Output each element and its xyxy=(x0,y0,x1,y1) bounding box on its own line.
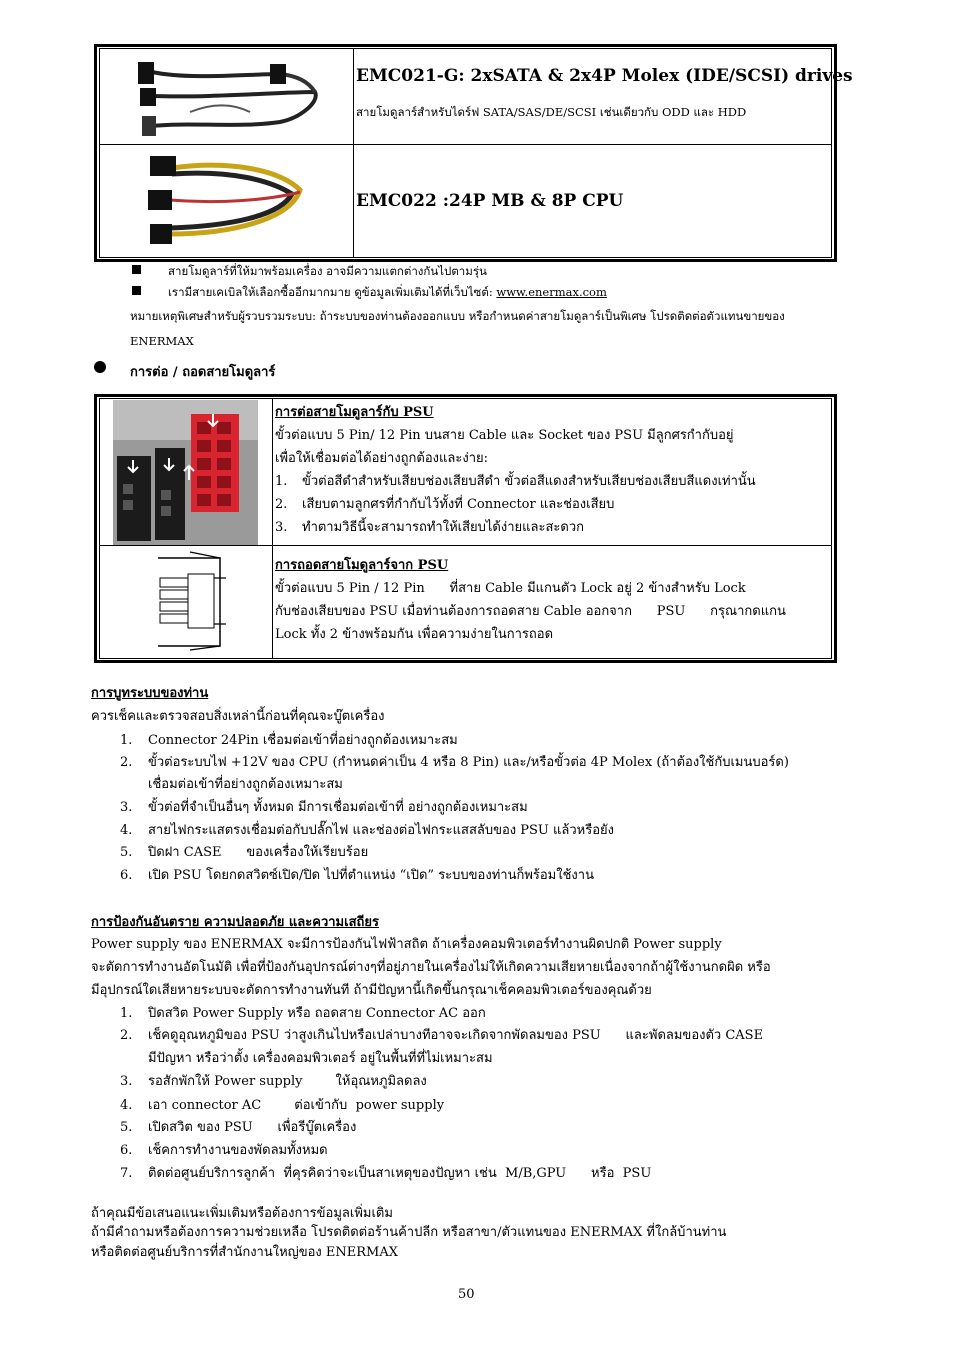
protect-item-5: เปิดสวิต ของ PSU เพื่อรีบู๊ตเครื่อง xyxy=(148,1120,357,1135)
boot-item-5: ปิดฝา CASE ของเครื่องให้เรียบร้อย xyxy=(148,845,369,860)
cable-title-emc022: EMC022 :24P MB & 8P CPU xyxy=(356,191,624,211)
detach-line2: กับช่องเสียบของ PSU เมื่อท่านต้องการถอดสาย Cable ออกจาก PSU กรุณากดแกน xyxy=(275,604,786,619)
closing-line-1: ถ้าคุณมีข้อเสนอแนะเพิ่มเติมหรือต้องการข้อมูลเพิ่มเติม xyxy=(91,1206,393,1221)
protect-item-4: เอา connector AC ต่อเข้ากับ power supply xyxy=(148,1098,445,1113)
cable-desc-emc021: สายโมดูลาร์สำหรับไดร์ฟ SATA/SAS/DE/SCSI เช่นเดียวกับ ODD และ HDD xyxy=(356,105,747,119)
boot-item-2-cont: เชื่อมต่อเข้าที่อย่างถูกต้องเหมาะสม xyxy=(148,777,343,792)
boot-item-3: ขั้วต่อที่จำเป็นอื่นๆ ทั้งหมด มีการเชื่อมต่อเข้าที่ อย่างถูกต้องเหมาะสม xyxy=(148,800,528,815)
protect-item-1: ปิดสวิต Power Supply หรือ ถอดสาย Connector AC ออก xyxy=(148,1006,486,1021)
cable-title-emc021: EMC021-G: 2xSATA & 2x4P Molex (IDE/SCSI) drives xyxy=(356,66,853,86)
attach-title: การต่อสายโมดูลาร์กับ PSU xyxy=(275,405,434,420)
sata-molex-cable-image xyxy=(130,52,330,140)
round-bullet-icon xyxy=(94,361,106,373)
psu-connector-photo xyxy=(113,400,258,545)
protect-para-3: มีอุปกรณ์ใดเสียหายระบบจะตัดการทำงานทันที ถ้ามีปัญหานี้เกิดขึ้นกรุณาเช็คคอมพิวเตอร์ของคุณด้วย xyxy=(91,983,652,998)
attach-item-1: ขั้วต่อสีดำสำหรับเสียบช่องเสียบสีดำ ขั้วต่อสีแดงสำหรับเสียบช่องเสียบสีแดงเท่านั้น xyxy=(302,474,756,489)
protect-item-7: ติดต่อศูนย์บริการลูกค้า ที่คุรคิดว่าจะเป็นสาเหตุของปัญหา เช่น M/B,GPU หรือ PSU xyxy=(148,1166,652,1181)
square-bullet-icon xyxy=(132,265,141,274)
protect-item-6: เช็คการทำงานของพัดลมทั้งหมด xyxy=(148,1143,328,1158)
protect-para-1: Power supply ของ ENERMAX จะมีการป้องกันไฟฟ้าสถิต ถ้าเครื่องคอมพิวเตอร์ทำงานผิดปกติ Power supply xyxy=(91,937,722,952)
note-remark-line2: ENERMAX xyxy=(130,334,194,348)
protect-heading: การป้องกันอันตราย ความปลอดภัย และความเสถียร xyxy=(91,915,379,930)
note-bullet-1: สายโมดูลาร์ที่ให้มาพร้อมเครื่อง อาจมีความแตกต่างกันไปตามรุ่น xyxy=(168,264,487,278)
detach-line3: Lock ทั้ง 2 ข้างพร้อมกัน เพื่อความง่ายในการถอด xyxy=(275,627,554,642)
boot-item-2: ขั้วต่อระบบไฟ +12V ของ CPU (กำหนดค่าเป็น 4 หรือ 8 Pin) และ/หรือขั้วต่อ 4P Molex (ถ้าต้องใช้กับเมนบอร์ด) xyxy=(148,755,789,770)
page-number: 50 xyxy=(458,1287,475,1302)
connect-heading: การต่อ / ถอดสายโมดูลาร์ xyxy=(130,365,276,380)
connector-lock-drawing xyxy=(150,550,230,655)
attach-item-3: ทำตามวิธีนี้จะสามารถทำให้เสียบได้ง่ายและสะดวก xyxy=(302,520,584,535)
boot-heading: การบูทระบบของท่าน xyxy=(91,686,209,701)
protect-item-2-cont: มีปัญหา หรือว่าตั้ง เครื่องคอมพิวเตอร์ อยู่ในพื้นที่ที่ไม่เหมาะสม xyxy=(148,1051,493,1066)
enermax-website-link[interactable]: www.enermax.com xyxy=(496,285,607,299)
note-bullet-2: เรามีสายเคเบิลให้เลือกซื้ออีกมากมาย ดูข้อมูลเพิ่มเติมได้ที่เว็บไซต์: www.enermax.com xyxy=(168,285,607,299)
square-bullet-icon xyxy=(132,286,141,295)
protect-item-2: เช็คดูอุณหภูมิของ PSU ว่าสูงเกินไปหรือเปล่าบางทีอาจจะเกิดจากพัดลมของ PSU และพัดลมของตัว CASE xyxy=(148,1028,764,1043)
protect-item-3: รอสักพักให้ Power supply ให้อุณหภูมิลดลง xyxy=(148,1074,427,1089)
boot-item-4: สายไฟกระแสตรงเชื่อมต่อกับปลั๊กไฟ และช่องต่อไฟกระแสสลับของ PSU แล้วหรือยัง xyxy=(148,823,614,838)
attach-line1: ขั้วต่อแบบ 5 Pin/ 12 Pin บนสาย Cable และ Socket ของ PSU มีลูกศรกำกับอยู่ xyxy=(275,428,734,443)
protect-para-2: จะตัดการทำงานอัตโนมัติ เพื่อที่ป้องกันอุปกรณ์ต่างๆที่อยู่ภายในเครื่องไม่ให้เกิดความเสียหายเนื่องจากถ้าผู้ใช้งานกดผิด หรือ xyxy=(91,960,771,975)
detach-title: การถอดสายโมดูลาร์จาก PSU xyxy=(275,558,449,573)
attach-line2: เพื่อให้เชื่อมต่อได้อย่างถูกต้องและง่าย: xyxy=(275,451,488,466)
boot-item-1: Connector 24Pin เชื่อมต่อเข้าที่อย่างถูกต้องเหมาะสม xyxy=(148,733,458,748)
closing-line-2: ถ้ามีคำถามหรือต้องการความช่วยเหลือ โปรดติดต่อร้านค้าปลีก หรือสาขา/ตัวแทนของ ENERMAX ที่ใกล้บ้านท่าน xyxy=(91,1225,727,1240)
attach-item-2: เสียบตามลูกศรที่กำกับไว้ทั้งที่ Connector และช่องเสียบ xyxy=(302,497,615,512)
mb-cpu-cable-image xyxy=(140,150,330,250)
note-remark-line1: หมายเหตุพิเศษสำหรับผู้รวบรวมระบบ: ถ้าระบบของท่านต้องออกแบบ หรือกำหนดค่าสายโมดูลาร์เป็นพิเศษ โปรดติดต่อตัวแทนขายของ xyxy=(130,309,785,323)
boot-intro: ควรเช็คและตรวจสอบสิ่งเหล่านี้ก่อนที่คุณจะบู๊ตเครื่อง xyxy=(91,709,385,724)
detach-line1: ขั้วต่อแบบ 5 Pin / 12 Pin ที่สาย Cable มีแกนตัว Lock อยู่ 2 ข้างสำหรับ Lock xyxy=(275,581,746,596)
boot-item-6: เปิด PSU โดยกดสวิตซ์เปิด/ปิด ไปที่ตำแหน่ง “เปิด” ระบบของท่านก็พร้อมใช้งาน xyxy=(148,868,594,883)
closing-line-3: หรือติดต่อศูนย์บริการที่สำนักงานใหญ่ของ ENERMAX xyxy=(91,1245,398,1260)
